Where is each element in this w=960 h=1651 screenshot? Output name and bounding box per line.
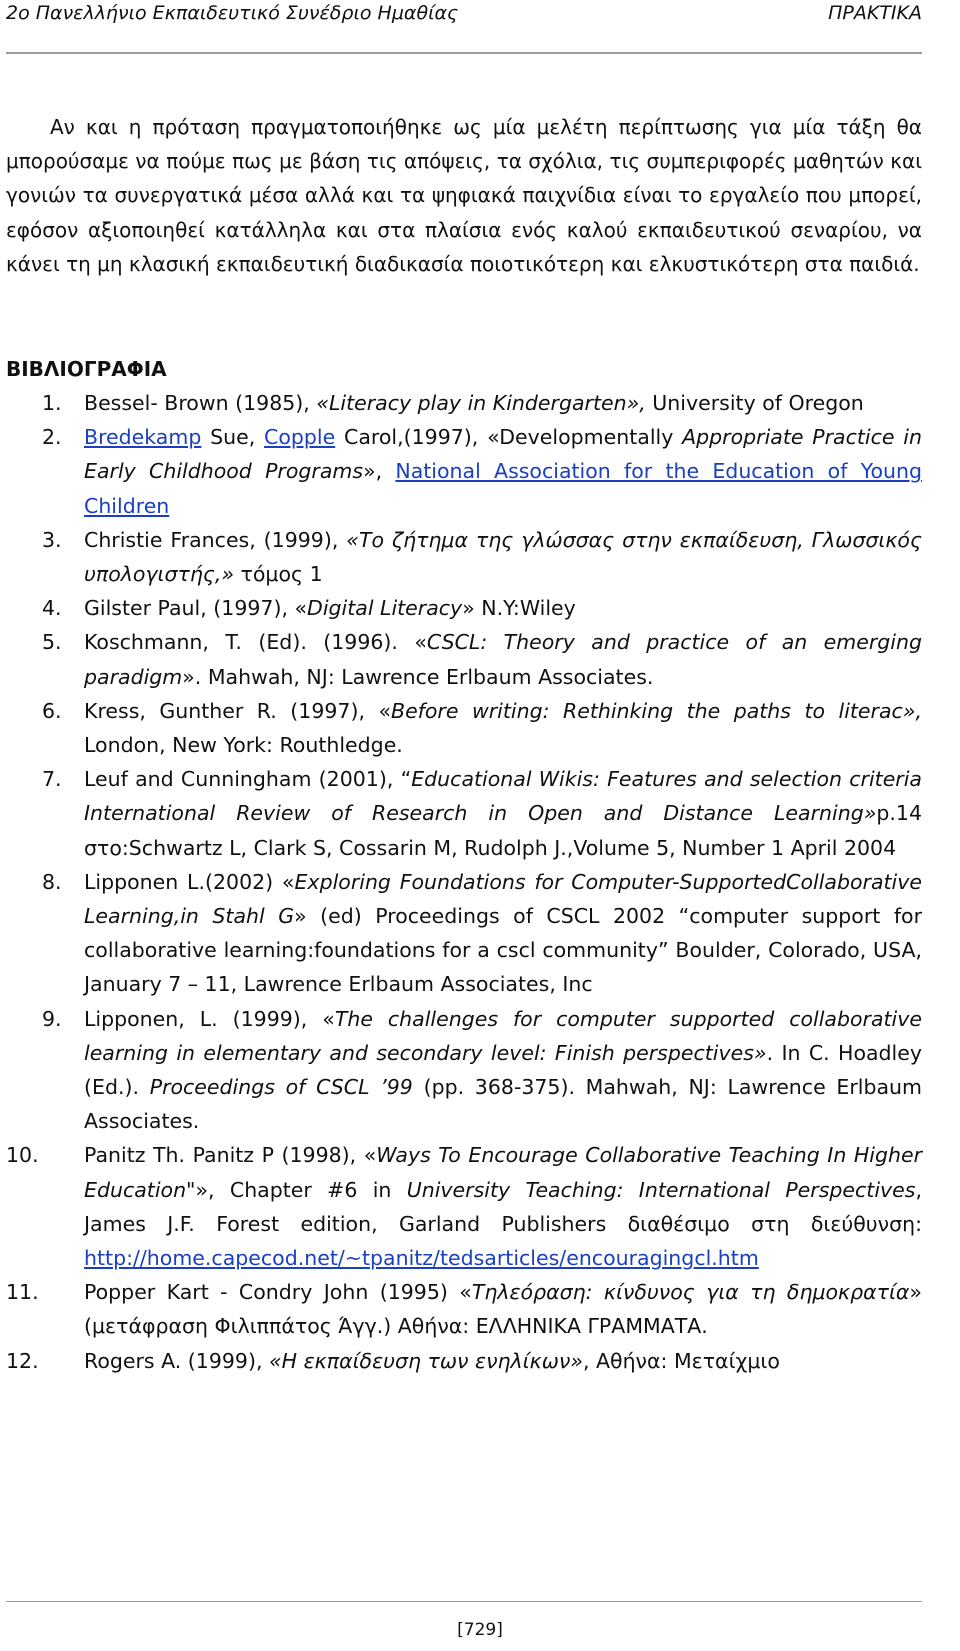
reference-text: , Αθήνα: Μεταίχμιο	[582, 1348, 780, 1373]
reference-item	[6, 591, 922, 625]
reference-text: Gilster Paul, (1997), «	[84, 596, 308, 621]
reference-text: Lipponen L.(2002) «	[84, 869, 295, 894]
reference-title: Appropriate Practice in Early Childhood Programs	[84, 425, 922, 484]
reference-title: Educational Wikis: Features and selection criteria International Review of Research in Open and Distance Learning»	[84, 767, 922, 826]
reference-number: 10.	[6, 1143, 39, 1168]
reference-text: Sue,	[201, 425, 265, 450]
reference-text: Christie Frances, (1999),	[84, 527, 347, 552]
reference-title: Ways To Encourage Collaborative Teaching In Higher Education"	[84, 1143, 922, 1202]
reference-item	[6, 762, 922, 865]
conference-title: 2ο Πανελλήνιο Εκπαιδευτικό Συνέδριο Ημαθίας	[6, 2, 459, 24]
reference-text: »,	[363, 459, 396, 484]
reference-item	[6, 1002, 922, 1139]
panitz-url-link[interactable]: http://home.capecod.net/~tpanitz/tedsarticles/encouragingcl.htm	[84, 1246, 759, 1271]
page-number: [729]	[457, 1620, 503, 1640]
reference-number: 3.	[42, 527, 62, 552]
reference-text: Rogers A. (1999),	[84, 1348, 270, 1373]
reference-title: Digital Literacy	[307, 596, 463, 621]
reference-item	[6, 1344, 922, 1378]
reference-text: » (ed) Proceedings of CSCL 2002 “computer support for collaborative learning:foundations for a cscl community” Boulder, Colorado, USA, January 7 – 11, Lawrence Erlbaum Associates, Inc	[84, 904, 922, 997]
reference-item	[6, 1275, 922, 1343]
reference-title: Τηλεόραση: κίνδυνος για τη δημοκρατία	[471, 1280, 910, 1305]
reference-title: «Το ζήτημα της γλώσσας στην εκπαίδευση, Γλωσσικός υπολογιστής,»	[84, 527, 922, 587]
reference-number: 6.	[42, 698, 62, 723]
reference-text: , James J.F. Forest edition, Garland Publishers διαθέσιμο στη διεύθυνση:	[84, 1177, 922, 1236]
main-content	[6, 110, 922, 281]
reference-title: University Teaching: International Perspectives	[406, 1177, 916, 1202]
reference-title: «Literacy play in Kindergarten»,	[316, 391, 646, 415]
reference-title: Exploring Foundations for Computer-SupportedCollaborative Learning,in Stahl G	[84, 869, 922, 929]
reference-text: London, New York: Routhledge.	[84, 733, 403, 758]
reference-number: 5.	[42, 630, 62, 655]
publisher-link-naeyc[interactable]: National Association for the Education of Young Children	[84, 459, 923, 518]
reference-item	[6, 625, 922, 693]
reference-title: The challenges for computer supported collaborative learning in elementary and secondary level: Finish perspectives»	[84, 1006, 922, 1065]
intro-paragraph: Αν και η πρόταση πραγματοποιήθηκε ως μία μελέτη περίπτωσης για μία τάξη θα μπορούσαμε να πούμε πως με βάση τις απόψεις, τα σχόλια, τις συμπεριφορές μαθητών και γονιών τα συνεργατικά μέσα αλλά και τα ψηφιακά παιχνίδια είναι το εργαλείο που μπορεί, εφόσον αξιοποιηθεί κατάλληλα και στα πλαίσια ενός καλού εκπαιδευτικού σεναρίου, να κάνει τη μη κλασική εκπαιδευτική διαδικασία ποιοτικότερη και ελκυστικότερη στα παιδιά.	[6, 115, 922, 276]
reference-item	[6, 386, 922, 420]
footer-divider	[6, 1601, 922, 1602]
reference-list	[6, 386, 922, 1378]
reference-text: . In C. Hoadley (Ed.).	[84, 1040, 923, 1100]
reference-text: Kress, Gunther R. (1997), «	[84, 698, 391, 723]
author-link-copple[interactable]: Copple	[264, 425, 336, 450]
reference-text: Popper Kart - Condry John (1995) «	[84, 1280, 472, 1305]
reference-title: Proceedings of CSCL ’99	[149, 1075, 413, 1100]
reference-text: τόμος 1	[234, 562, 323, 587]
reference-number: 7.	[42, 767, 62, 792]
reference-text: » (μετάφραση Φιλιππάτος Άγγ.) Αθήνα: ΕΛΛΗΝΙΚΑ ΓΡΑΜΜΑΤΑ.	[84, 1280, 922, 1339]
reference-number: 2.	[42, 425, 62, 450]
reference-text: p.14 στο:Schwartz L, Clark S, Cossarin M, Rudolph J.,Volume 5, Number 1 April 2004	[84, 801, 922, 860]
reference-text: University of Oregon	[645, 391, 864, 415]
reference-text: » N.Y:Wiley	[462, 596, 576, 621]
reference-title: Before writing: Rethinking the paths to literac»,	[391, 698, 922, 723]
reference-text: ». Mahwah, NJ: Lawrence Erlbaum Associates.	[182, 664, 654, 689]
reference-item	[6, 523, 922, 591]
reference-item	[6, 865, 922, 1002]
reference-item	[6, 420, 922, 523]
page-header	[6, 0, 922, 54]
reference-text: (pp. 368-375). Mahwah, NJ: Lawrence Erlbaum Associates.	[84, 1075, 922, 1134]
reference-item	[6, 1138, 922, 1275]
reference-text: », Chapter #6 in	[195, 1177, 407, 1202]
reference-title: «Η εκπαίδευση των ενηλίκων»	[269, 1348, 583, 1373]
reference-text: Bessel- Brown (1985),	[84, 391, 317, 415]
reference-text: Panitz Th. Panitz P (1998), «	[84, 1143, 377, 1168]
reference-number: 8.	[42, 869, 62, 894]
reference-text: Leuf and Cunningham (2001), “	[84, 767, 412, 792]
bibliography-heading: ΒΙΒΛΙΟΓΡΑΦΙΑ	[6, 357, 167, 381]
reference-text: Lipponen, L. (1999), «	[84, 1006, 335, 1031]
reference-number: 4.	[42, 596, 62, 621]
reference-item	[6, 694, 922, 762]
reference-title: CSCL: Theory and practice of an emerging paradigm	[84, 630, 922, 689]
author-link-bredekamp[interactable]: Bredekamp	[84, 425, 202, 450]
reference-number: 9.	[42, 1006, 62, 1031]
reference-number: 11.	[6, 1280, 39, 1305]
section-label: ΠΡΑΚΤΙΚΑ	[828, 2, 922, 24]
reference-number: 1.	[42, 391, 62, 415]
reference-text: Koschmann, T. (Ed). (1996). «	[84, 630, 427, 655]
reference-text: Carol,(1997), «Developmentally	[335, 425, 683, 450]
reference-number: 12.	[6, 1348, 39, 1373]
